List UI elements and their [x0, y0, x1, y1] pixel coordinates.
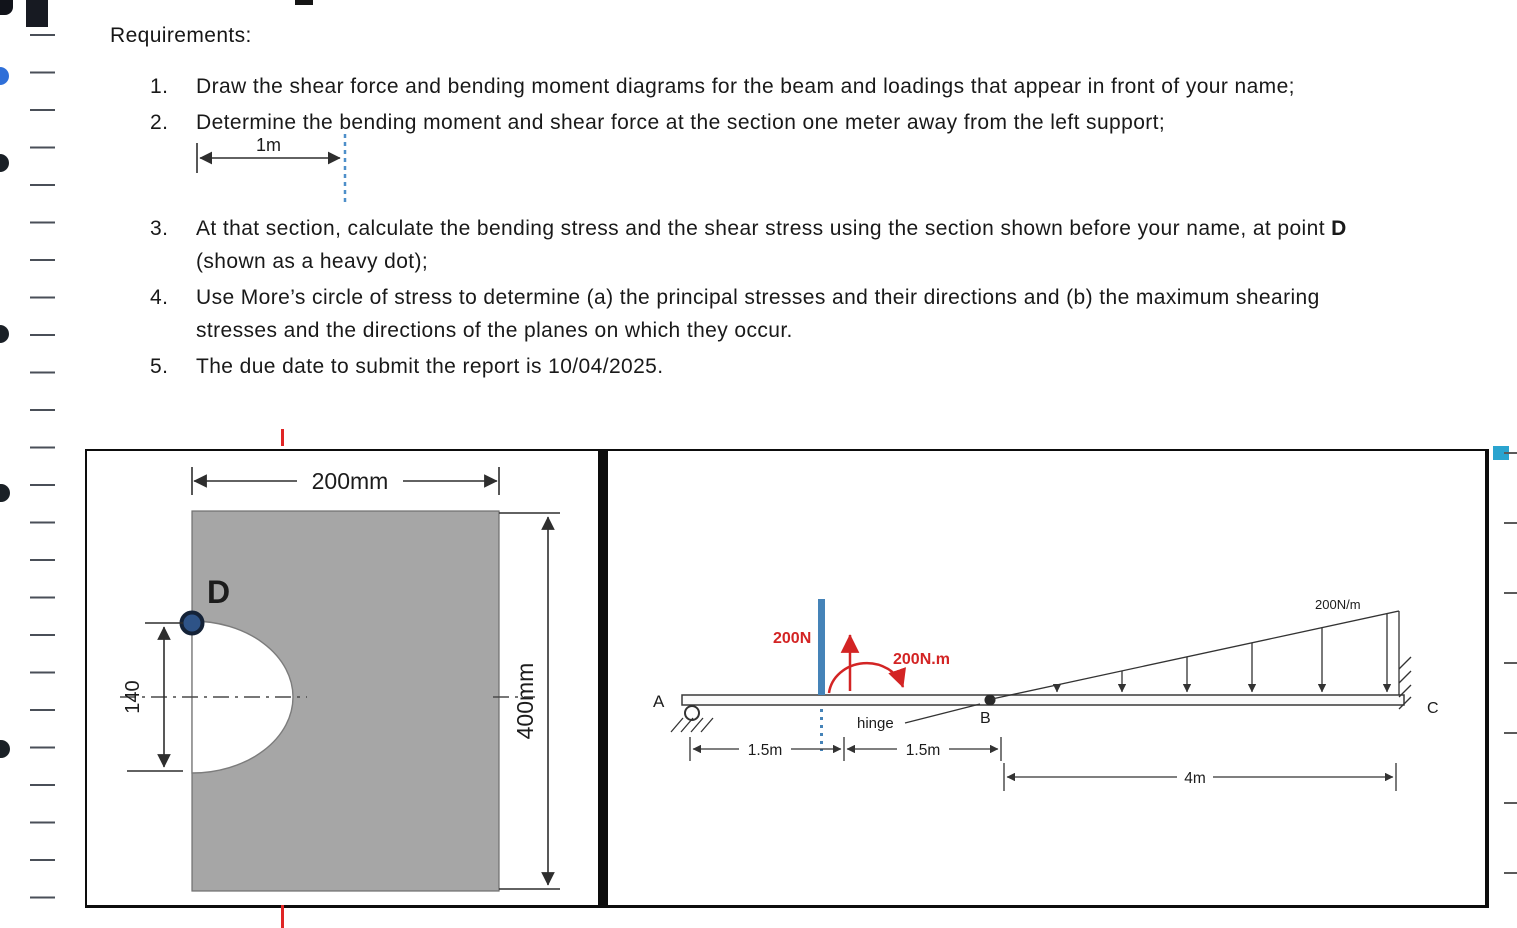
red-crop-mark-bottom: [281, 905, 284, 928]
binder-hole: [0, 325, 9, 343]
item-text: Draw the shear force and bending moment diagrams for the beam and loadings that appear in front of your name;: [196, 75, 1295, 98]
binder-hole: [0, 484, 10, 502]
height-dimension-label: 400mm: [512, 662, 538, 740]
requirement-item-3: [150, 212, 1450, 278]
scan-top-artifact: [295, 0, 313, 5]
hinge-dot: [985, 695, 996, 706]
requirement-item-1: [150, 70, 1450, 103]
load-hypotenuse: [992, 611, 1399, 699]
scan-edge-bar: [26, 0, 48, 27]
requirements-section: [110, 24, 1450, 386]
point-d-dot: [182, 613, 203, 634]
one-meter-label: 1m: [256, 135, 282, 155]
item-number: 3.: [150, 217, 169, 240]
support-c-label: C: [1427, 700, 1439, 717]
figures-table: [85, 449, 1489, 908]
dim-right-label: 4m: [1184, 770, 1206, 787]
support-a-label: A: [653, 692, 665, 711]
requirement-item-4: [150, 281, 1450, 347]
moment-label: 200N.m: [893, 651, 950, 668]
pin-support-a: [685, 706, 699, 720]
cross-section-figure: [120, 467, 560, 891]
ruled-line-ticks-left: [30, 34, 55, 928]
requirements-heading: Requirements:: [110, 24, 252, 47]
item-text: Use More’s circle of stress to determine (a) the principal stresses and their directions and (b) the maximum shearing stresses and the directions of the planes on which they occur.: [196, 286, 1320, 342]
point-d-label: D: [207, 574, 231, 610]
hinge-leader-line: [905, 704, 980, 723]
offset-dimension-label: 140: [122, 680, 144, 714]
point-b-label: B: [980, 710, 991, 727]
point-d-bold: D: [1331, 217, 1347, 240]
dim-mid-label: 1.5m: [905, 742, 941, 759]
ruled-line-ticks-right: [1504, 452, 1517, 928]
item-number: 1.: [150, 75, 169, 98]
scan-corner-artifact: [0, 0, 13, 15]
width-dimension-label: 200mm: [311, 468, 389, 494]
point-load-label: 200N: [773, 630, 812, 647]
item-number: 4.: [150, 286, 169, 309]
item-text-post: (shown as a heavy dot);: [196, 250, 429, 273]
item-text-pre: At that section, calculate the bending stress and the shear stress using the section shown before your name, at point: [196, 217, 1332, 240]
requirements-list: [150, 70, 1450, 383]
beam-figure: [653, 597, 1439, 791]
item-text: The due date to submit the report is 10/04/2025.: [196, 355, 664, 378]
figures-drawing: [87, 451, 1487, 906]
distributed-load-arrows: [1057, 614, 1387, 692]
item-number: 2.: [150, 111, 169, 134]
binder-hole: [0, 740, 10, 758]
binder-hole-blue: [0, 67, 9, 85]
beam: [682, 695, 1404, 705]
section-cut-bar: [818, 599, 825, 695]
support-a-hatching: [671, 718, 713, 732]
moment-arc-arrow: [829, 663, 903, 693]
dim-left-label: 1.5m: [747, 742, 783, 759]
requirement-item-5: [150, 350, 1450, 383]
one-meter-dimension-figure: [194, 134, 394, 206]
item-number: 5.: [150, 355, 169, 378]
item-text: [196, 212, 1376, 278]
red-crop-mark-top: [281, 429, 284, 446]
hinge-label: hinge: [857, 715, 894, 732]
distributed-load-label: 200N/m: [1315, 597, 1361, 612]
item-text: Determine the bending moment and shear force at the section one meter away from the left support;: [196, 111, 1166, 134]
binder-hole: [0, 154, 9, 172]
